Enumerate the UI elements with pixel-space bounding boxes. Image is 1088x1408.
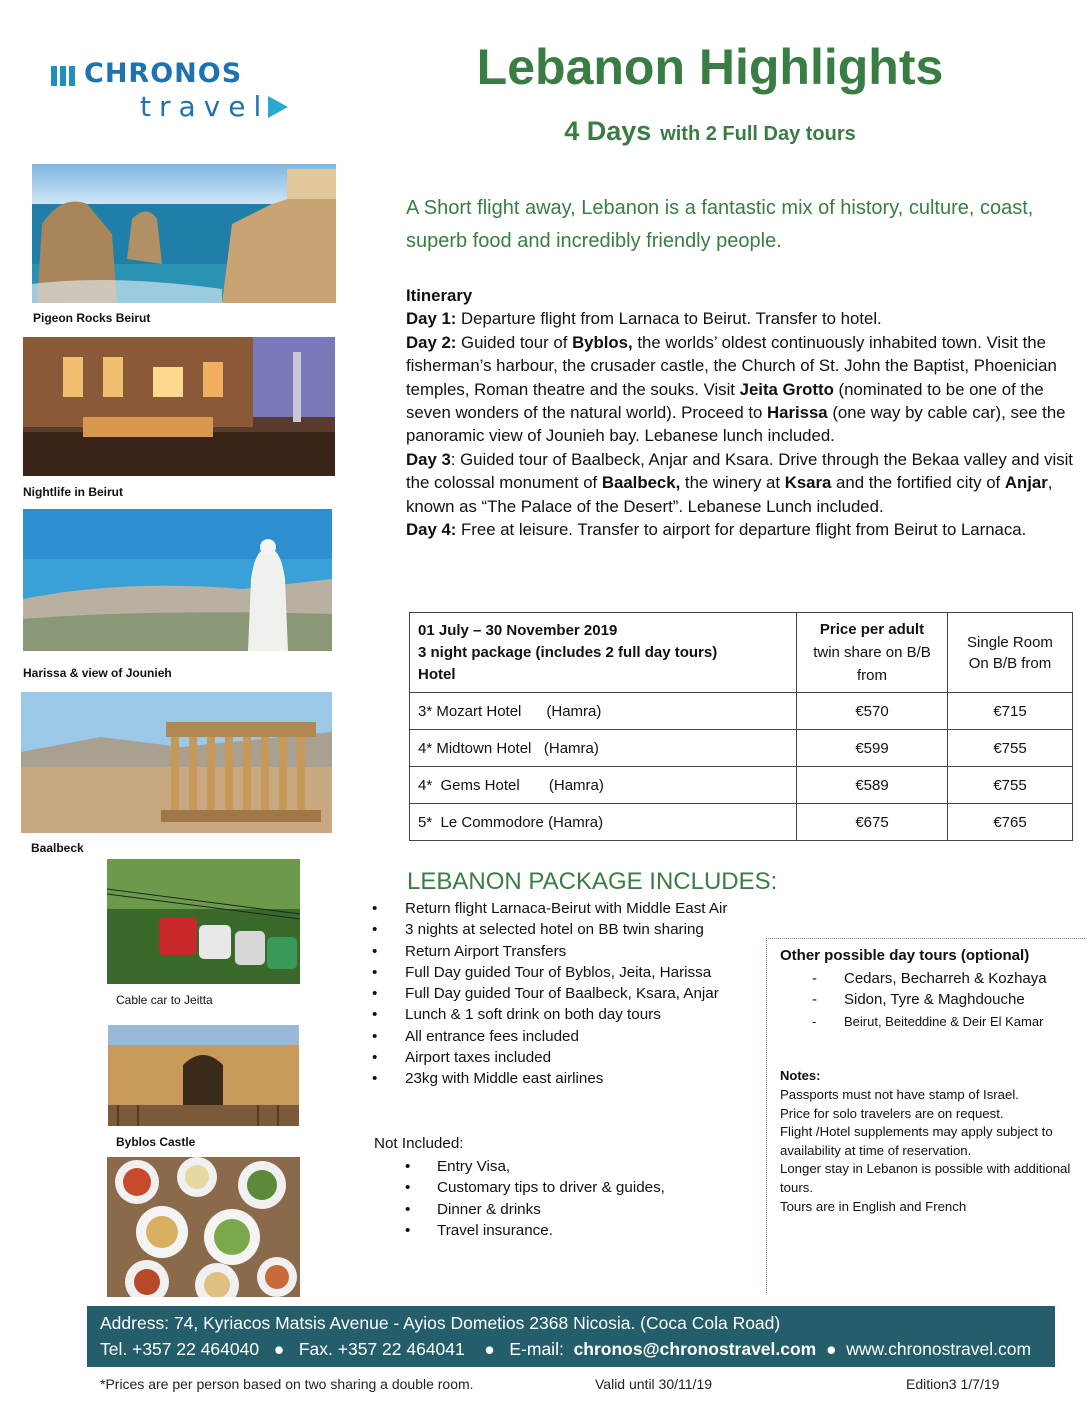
- footer-email-label: E-mail:: [509, 1339, 564, 1359]
- list-item: • Full Day guided Tour of Byblos, Jeita, Harissa: [372, 962, 762, 983]
- table-row: 3* Mozart Hotel (Hamra) €570 €715: [410, 693, 1073, 730]
- caption-nightlife: Nightlife in Beirut: [23, 485, 123, 499]
- photo-harissa: [23, 509, 332, 651]
- table-row: 4* Gems Hotel (Hamra) €589 €755: [410, 767, 1073, 804]
- day-3: Day 3: Guided tour of Baalbeck, Anjar and Ksara. Drive through the Bekaa valley and visit the colossal monument of Baalbeck, the winery at Ksara and the fortified city of Anjar, known as “The Palace of the Desert”. Lebanese Lunch included.: [406, 449, 1073, 516]
- list-item: • Airport taxes included: [372, 1047, 762, 1068]
- footer-tel[interactable]: Tel. +357 22 464040: [100, 1339, 260, 1359]
- list-item: - Beirut, Beiteddine & Deir El Kamar: [812, 1011, 1047, 1032]
- day-4: Day 4: Free at leisure. Transfer to airport for departure flight from Beirut to Larnaca.: [406, 520, 1027, 540]
- photo-pigeon-rocks: [32, 164, 336, 303]
- table-header-adult-price: Price per adult twin share on B/B from: [797, 613, 948, 693]
- includes-list: [372, 898, 762, 1090]
- notes-list: [780, 1086, 1084, 1216]
- bottom-price-note: *Prices are per person based on two sharing a double room.: [100, 1376, 474, 1392]
- caption-pigeon-rocks: Pigeon Rocks Beirut: [33, 311, 151, 325]
- table-row: 4* Midtown Hotel (Hamra) €599 €755: [410, 730, 1073, 767]
- photo-cable-car: [107, 859, 300, 984]
- caption-byblos-castle: Byblos Castle: [116, 1135, 196, 1149]
- logo-name: CHRONOS: [84, 58, 243, 89]
- list-item: - Sidon, Tyre & Maghdouche: [812, 989, 1047, 1010]
- list-item: • Lunch & 1 soft drink on both day tours: [372, 1004, 762, 1025]
- list-item: Flight /Hotel supplements may apply subject to availability at time of reservation.: [780, 1124, 1053, 1158]
- logo-sub: travel: [140, 90, 270, 123]
- not-included-label: Not Included:: [374, 1135, 464, 1152]
- logo-arrow-icon: [268, 96, 288, 118]
- photo-nightlife: [23, 337, 335, 476]
- includes-heading: LEBANON PACKAGE INCLUDES:: [407, 868, 778, 895]
- list-item: • 23kg with Middle east airlines: [372, 1068, 762, 1089]
- other-tours-title: Other possible day tours (optional): [780, 947, 1030, 964]
- intro-text: A Short flight away, Lebanon is a fantastic mix of history, culture, coast, superb food and incredibly friendly people.: [406, 197, 1034, 252]
- photo-lebanese-food: [107, 1157, 300, 1297]
- table-row: 5* Le Commodore (Hamra) €675 €765: [410, 804, 1073, 841]
- list-item: • Customary tips to driver & guides,: [405, 1177, 735, 1198]
- list-item: Price for solo travelers are on request.: [780, 1105, 1004, 1121]
- list-item: • 3 nights at selected hotel on BB twin sharing: [372, 919, 762, 940]
- price-table: [409, 612, 1073, 841]
- caption-harissa: Harissa & view of Jounieh: [23, 666, 172, 680]
- list-item: - Cedars, Becharreh & Kozhaya: [812, 968, 1047, 989]
- notes-title: Notes:: [780, 1068, 821, 1083]
- bottom-valid: Valid until 30/11/19: [595, 1376, 713, 1392]
- page-title: Lebanon Highlights: [476, 39, 944, 95]
- list-item: Passports must not have stamp of Israel.: [780, 1087, 1019, 1102]
- list-item: • Return flight Larnaca-Beirut with Middle East Air: [372, 898, 762, 919]
- bottom-edition: Edition3 1/7/19: [906, 1376, 1000, 1392]
- day-2: Day 2: Guided tour of Byblos, the worlds’ oldest continuously inhabited town. Visit the fisherman’s harbour, the crusader castle, the Church of St. John the Baptist, Phoenician temples, Roman theatre and the souks. Visit Jeita Grotto (nominated to be one of the seven wonders of the natural world). Proceed to Harissa (one way by cable car), see the panoramic view of Jounieh bay. Lebanese lunch included.: [406, 332, 1066, 446]
- footer-address: Address: 74, Kyriacos Matsis Avenue - Ayios Dometios 2368 Nicosia. (Coca Cola Road): [100, 1313, 781, 1333]
- table-header-row: [410, 613, 1073, 693]
- table-header-period: 01 July – 30 November 2019 3 night package (includes 2 full day tours) Hotel: [410, 613, 797, 693]
- list-item: • All entrance fees included: [372, 1026, 762, 1047]
- footer-contacts: Tel. +357 22 464040 ● Fax. +357 22 464041 ● E-mail: chronos@chronostravel.com ● www.chronostravel.com: [100, 1339, 1032, 1359]
- other-tours-list: [812, 968, 1047, 1032]
- page-subtitle: [480, 116, 940, 147]
- footer-email-link[interactable]: chronos@chronostravel.com: [573, 1339, 817, 1359]
- list-item: Tours are in English and French: [780, 1198, 967, 1214]
- footer-fax: Fax. +357 22 464041: [298, 1339, 465, 1359]
- subtitle-days: 4 Days: [564, 116, 652, 146]
- not-included-list: [405, 1156, 735, 1241]
- itinerary: [406, 284, 1078, 541]
- photo-baalbeck: [21, 692, 332, 833]
- itinerary-heading: Itinerary: [406, 286, 473, 305]
- list-item: • Dinner & drinks: [405, 1199, 735, 1220]
- footer-website-link[interactable]: www.chronostravel.com: [846, 1339, 1032, 1359]
- table-header-single: Single Room On B/B from: [948, 613, 1073, 693]
- contact-footer: [87, 1306, 1055, 1367]
- logo-bars: [51, 66, 81, 86]
- subtitle-tours: with 2 Full Day tours: [660, 123, 856, 145]
- day-1: Day 1: Departure flight from Larnaca to Beirut. Transfer to hotel.: [406, 309, 882, 329]
- list-item: • Entry Visa,: [405, 1156, 735, 1177]
- list-item: • Travel insurance.: [405, 1220, 735, 1241]
- list-item: • Return Airport Transfers: [372, 941, 762, 962]
- list-item: • Full Day guided Tour of Baalbeck, Ksara, Anjar: [372, 983, 762, 1004]
- caption-cable-car: Cable car to Jeitta: [116, 993, 213, 1007]
- photo-byblos-castle: [108, 1025, 299, 1126]
- list-item: Longer stay in Lebanon is possible with additional tours.: [780, 1161, 1071, 1195]
- caption-baalbeck: Baalbeck: [31, 841, 84, 855]
